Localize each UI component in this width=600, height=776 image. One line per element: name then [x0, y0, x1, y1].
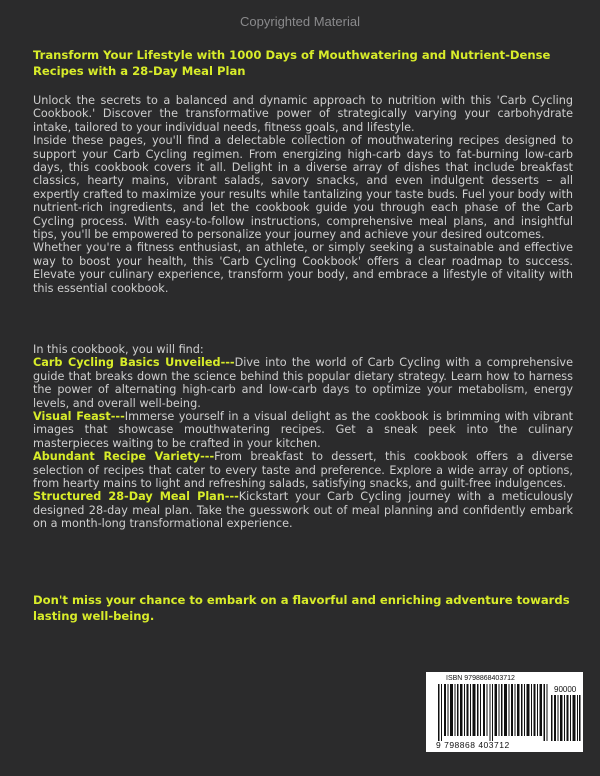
isbn-label: ISBN 9798868403712 [446, 675, 515, 682]
barcode-bars-icon [438, 684, 548, 741]
intro-paragraph: Inside these pages, you'll find a delectable collection of mouthwatering recipes designed to support your Carb Cycling regimen. From energizing high-carb days to fat-burning low-carb days, this cookbook covers it all. Delight in a diverse array of dishes that include breakfast classics, hearty mains, vibrant salads, savory snacks, and even indulgent desserts – all expertly crafted to maximize your results while tantalizing your taste buds. Fuel your body with nutrient-rich ingredients, and let the cookbook guide you through each phase of the Carb Cycling process. With easy-to-follow instructions, comprehensive meal plans, and insightful tips, you'll be empowered to personalize your journey and achieve your desired outcomes. [33, 134, 573, 242]
feature-text: Dive into the world of Carb Cycling with a comprehensive guide that breaks down the science behind this popular dietary strategy. Learn how to harness the power of alternating high-carb and low-carb days to optimize your metabolism, energy levels, and overall well-being. [33, 356, 573, 410]
price-code: 90000 [554, 685, 577, 694]
feature-item [33, 410, 573, 450]
feature-title: Carb Cycling Basics Unveiled--- [33, 356, 235, 370]
intro-paragraph: Unlock the secrets to a balanced and dynamic approach to nutrition with this 'Carb Cycling Cookbook.' Discover the transformative power of strategically varying your carbohydrate intake, tailored to your individual needs, fitness goals, and lifestyle. [33, 94, 573, 134]
feature-title: Abundant Recipe Variety--- [33, 450, 215, 464]
feature-title: Structured 28-Day Meal Plan--- [33, 490, 239, 504]
feature-text: Immerse yourself in a visual delight as the cookbook is brimming with vibrant images that showcase mouthwatering recipes. Get a sneak peek into the culinary masterpieces waiting to be crafted in your kitchen. [33, 410, 574, 450]
feature-item [33, 450, 573, 490]
barcode-digits: 9 798868 403712 [436, 740, 510, 750]
feature-text: Kickstart your Carb Cycling journey with a meticulously designed 28-day meal plan. Take the guesswork out of meal planning and confidently embark on a month-long transformational experience. [33, 490, 573, 531]
addon-barcode-icon [551, 695, 581, 741]
features-intro: In this cookbook, you will find: [33, 343, 204, 356]
closing-statement: Don't miss your chance to embark on a flavorful and enriching adventure towards lasting well-being. [33, 593, 570, 623]
headline: Transform Your Lifestyle with 1000 Days of Mouthwatering and Nutrient-Dense Recipes with a 28-Day Meal Plan [33, 48, 551, 78]
copyright-watermark: Copyrighted Material [240, 14, 360, 29]
feature-item [33, 356, 573, 410]
isbn-barcode [426, 672, 583, 752]
feature-text: From breakfast to dessert, this cookbook offers a diverse selection of recipes that cater to every taste and preference. Explore a wide array of options, from hearty mains to light and refreshing salads, satisfying snacks, and guilt-free indulgences. [33, 450, 573, 491]
features-section [33, 343, 573, 531]
feature-title: Visual Feast--- [33, 410, 125, 424]
intro-paragraph: Whether you're a fitness enthusiast, an athlete, or simply seeking a sustainable and effective way to boost your health, this 'Carb Cycling Cookbook' offers a clear roadmap to success. Elevate your culinary experience, transform your body, and embrace a lifestyle of vitality with this essential cookbook. [33, 241, 573, 295]
intro-text [33, 94, 573, 295]
feature-item [33, 490, 573, 530]
